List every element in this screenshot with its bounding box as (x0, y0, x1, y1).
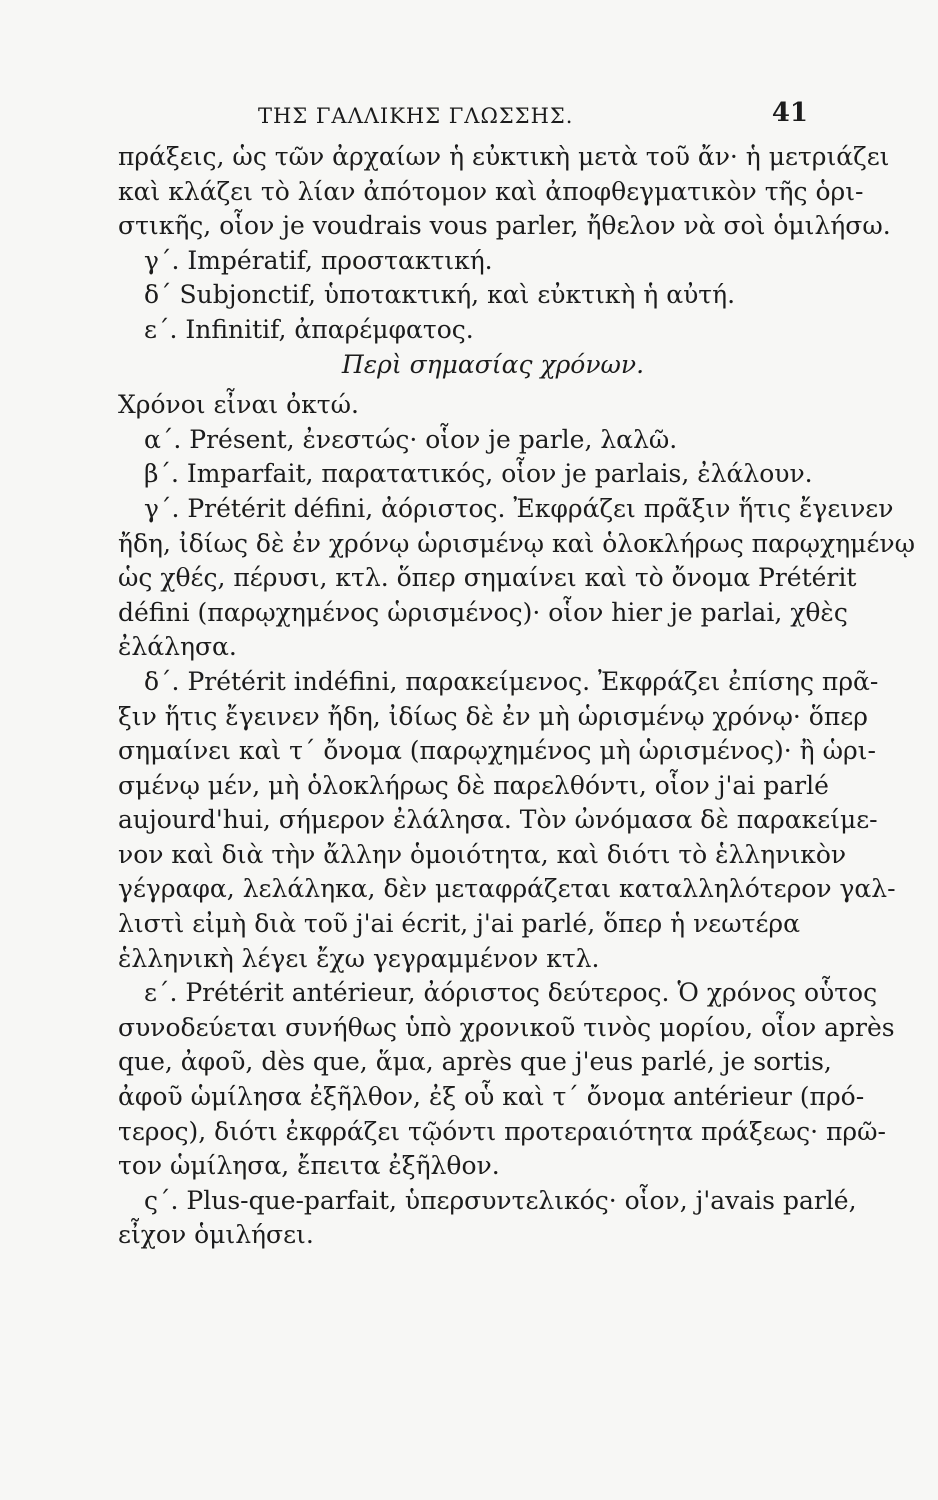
text-line: στικῆς, οἷον je voudrais vous parler, ἤθελον νὰ σοὶ ὁμιλήσω. (118, 211, 891, 241)
text-line: ξιν ἥτις ἔγεινεν ἤδη, ἰδίως δὲ ἐν μὴ ὡρισμένῳ χρόνῳ· ὅπερ (118, 701, 868, 731)
list-item-preterit-anterieur: ε΄. Prétérit antérieur, ἀόριστος δεύτερος. Ὁ χρόνος οὗτος (144, 978, 878, 1008)
text-line: ἑλληνικὴ λέγει ἔχω γεγραμμένον κτλ. (118, 943, 600, 973)
list-item-plus-que-parfait: ς΄. Plus-que-parfait, ὑπερσυντελικός· οἷον, j'avais parlé, (144, 1185, 857, 1215)
list-item-imperatif: γ΄. Impératif, προστακτική. (144, 245, 493, 275)
section-heading: Περὶ σημασίας χρόνων. (341, 349, 645, 379)
text-line: aujourd'hui, σήμερον ἐλάλησα. Τὸν ὠνόμασα δὲ παρακείμε- (118, 805, 878, 835)
text-line: défini (παρῳχημένος ὡρισμένος)· οἷον hier je parlai, χθὲς (118, 597, 848, 627)
text-line: τον ὡμίλησα, ἔπειτα ἐξῆλθον. (118, 1151, 500, 1181)
text-line: ὡς χθές, πέρυσι, κτλ. ὅπερ σημαίνει καὶ τὸ ὄνομα Prétérit (118, 563, 857, 593)
text-line: εἶχον ὁμιλήσει. (118, 1220, 314, 1250)
page-number: 41 (771, 98, 808, 128)
text-line: σημαίνει καὶ τ΄ ὄνομα (παρῳχημένος μὴ ὡρισμένος)· ἢ ὡρι- (118, 736, 876, 766)
text-line: καὶ κλάζει τὸ λίαν ἀπότομον καὶ ἀποφθεγματικὸν τῆς ὁρι- (118, 176, 864, 206)
text-line: Χρόνοι εἶναι ὀκτώ. (118, 390, 359, 420)
page-header (118, 96, 808, 136)
text-line: ἀφοῦ ὡμίλησα ἐξῆλθον, ἐξ οὗ καὶ τ΄ ὄνομα antérieur (πρό- (118, 1082, 865, 1112)
list-item-preterit-indefini: δ΄. Prétérit indéfini, παρακείμενος. Ἐκφράζει ἐπίσης πρᾶ- (144, 666, 879, 696)
list-item-imparfait: β΄. Imparfait, παρατατικός, οἷον je parlais, ἐλάλουν. (144, 459, 813, 489)
text-line: ἤδη, ἰδίως δὲ ἐν χρόνῳ ὡρισμένῳ καὶ ὁλοκλήρως παρῳχημένῳ (118, 528, 915, 558)
text-line: τερος), διότι ἐκφράζει τῷόντι προτεραιότητα πράξεως· πρῶ- (118, 1116, 886, 1146)
text-line: ἐλάλησα. (118, 632, 237, 662)
list-item-subjonctif: δ΄ Subjonctif, ὑποτακτική, καὶ εὐκτικὴ ἡ αὐτή. (144, 280, 736, 310)
text-line: σμένῳ μέν, μὴ ὁλοκλήρως δὲ παρελθόντι, οἷον j'ai parlé (118, 770, 829, 800)
text-line: συνοδεύεται συνήθως ὑπὸ χρονικοῦ τινὸς μορίου, οἷον après (118, 1012, 895, 1042)
running-head: ΤΗΣ ΓΑΛΛΙΚΗΣ ΓΛΩΣΣΗΣ. (258, 104, 574, 128)
list-item-preterit-defini: γ΄. Prétérit défini, ἀόριστος. Ἐκφράζει πρᾶξιν ἥτις ἔγεινεν (144, 493, 894, 523)
body-text (118, 140, 915, 1253)
list-item-infinitif: ε΄. Infinitif, ἀπαρέμφατος. (144, 314, 474, 344)
text-line: νον καὶ διὰ τὴν ἄλλην ὁμοιότητα, καὶ διότι τὸ ἑλληνικὸν (118, 839, 847, 869)
text-line: γέγραφα, λελάληκα, δὲν μεταφράζεται καταλληλότερον γαλ- (118, 874, 896, 904)
text-line: λιστὶ εἰμὴ διὰ τοῦ j'ai écrit, j'ai parlé, ὅπερ ἡ νεωτέρα (118, 909, 800, 939)
text-line: πράξεις, ὡς τῶν ἀρχαίων ἡ εὐκτικὴ μετὰ τοῦ ἄν· ἡ μετριάζει (118, 142, 890, 171)
text-line: que, ἀφοῦ, dès que, ἅμα, après que j'eus parlé, je sortis, (118, 1047, 832, 1077)
list-item-present: α΄. Présent, ἐνεστώς· οἷον je parle, λαλῶ. (144, 424, 678, 454)
